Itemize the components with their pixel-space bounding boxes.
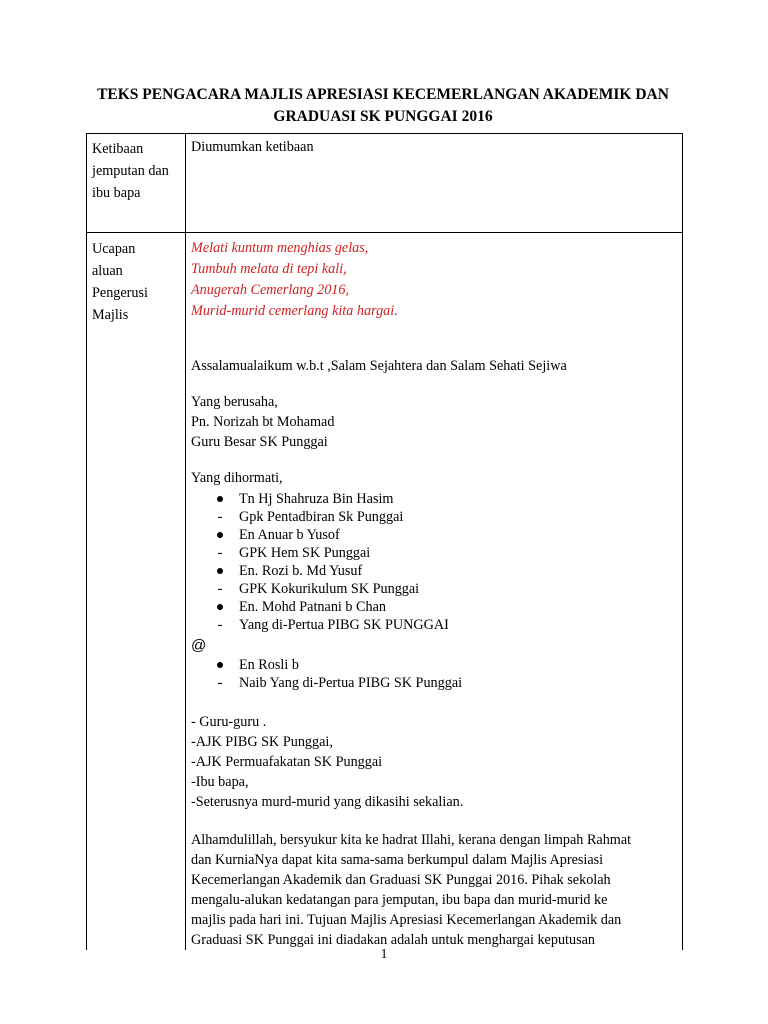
paragraph-line: Alhamdulillah, bersyukur kita ke hadrat Illahi, kerana dengan limpah Rahmat — [191, 832, 632, 848]
dash-marker: - — [217, 545, 223, 561]
program-table — [86, 133, 683, 950]
row-label-line: Ucapan — [92, 241, 136, 257]
bullet-icon — [217, 496, 223, 502]
dash-marker: - — [217, 617, 223, 633]
document-title — [80, 84, 686, 128]
others-line: -AJK PIBG SK Punggai, — [191, 734, 333, 750]
list-item: En. Mohd Patnani b Chan — [212, 598, 677, 616]
list-item: - Naib Yang di-Pertua PIBG SK Punggai — [212, 674, 677, 692]
guest-list — [191, 490, 677, 634]
paragraph-line: Kecemerlangan Akademik dan Graduasi SK Punggai 2016. Pihak sekolah — [191, 872, 611, 888]
paragraph-line: majlis pada hari ini. Tujuan Majlis Apresiasi Kecemerlangan Akademik dan — [191, 912, 622, 928]
list-item: - GPK Hem SK Punggai — [212, 544, 677, 562]
verse-line: Anugerah Cemerlang 2016, — [191, 282, 350, 298]
guest-list-2 — [191, 656, 677, 692]
paragraph-line: dan KurniaNya dapat kita sama-sama berkumpul dalam Majlis Apresiasi — [191, 852, 604, 868]
others-line: -Seterusnya murd-murid yang dikasihi sekalian. — [191, 794, 464, 810]
dihormati-label: Yang dihormati, — [191, 470, 283, 486]
verse-line: Melati kuntum menghias gelas, — [191, 240, 369, 256]
table-row — [87, 134, 683, 233]
row-label-line: jemputan dan — [92, 163, 169, 179]
paragraph-line: Graduasi SK Punggai ini diadakan adalah untuk menghargai keputusan — [191, 932, 595, 948]
list-item: Tn Hj Shahruza Bin Hasim — [212, 490, 677, 508]
dash-marker: - — [217, 509, 223, 525]
row-label-line: ibu bapa — [92, 185, 141, 201]
row-label-cell — [87, 134, 186, 233]
list-item: En. Rozi b. Md Yusuf — [212, 562, 677, 580]
list-item: En Rosli b — [212, 656, 677, 674]
title-line-2: GRADUASI SK PUNGGAI 2016 — [273, 108, 493, 125]
paragraph-line: mengalu-alukan kedatangan para jemputan, ibu bapa dan murid-murid ke — [191, 892, 608, 908]
list-item: - Gpk Pentadbiran Sk Punggai — [212, 508, 677, 526]
row-label-line: aluan — [92, 263, 123, 279]
at-symbol: @ — [191, 637, 207, 654]
table-row — [87, 233, 683, 951]
bullet-icon — [217, 662, 223, 668]
organiser-line: Guru Besar SK Punggai — [191, 434, 328, 450]
page-number: 1 — [380, 947, 388, 962]
opening-paragraph — [191, 830, 677, 950]
organiser-block — [191, 392, 677, 452]
verse-line: Tumbuh melata di tepi kali, — [191, 261, 347, 277]
others-line: -Ibu bapa, — [191, 774, 249, 790]
greeting-text: Assalamualaikum w.b.t ,Salam Sejahtera dan Salam Sehati Sejiwa — [191, 358, 567, 374]
verse-line: Murid-murid cemerlang kita hargai. — [191, 303, 398, 319]
title-line-1: TEKS PENGACARA MAJLIS APRESIASI KECEMERLANGAN AKADEMIK DAN — [97, 86, 669, 103]
row-label-line: Majlis — [92, 307, 129, 323]
row-content-cell — [186, 134, 683, 233]
organiser-line: Yang berusaha, — [191, 394, 278, 410]
dash-marker: - — [217, 675, 223, 691]
list-item: En Anuar b Yusof — [212, 526, 677, 544]
organiser-line: Pn. Norizah bt Mohamad — [191, 414, 335, 430]
pantun-verse — [191, 238, 677, 322]
bullet-icon — [217, 604, 223, 610]
dash-marker: - — [217, 581, 223, 597]
row-label-line: Ketibaan — [92, 141, 144, 157]
list-item: - Yang di-Pertua PIBG SK PUNGGAI — [212, 616, 677, 634]
row-label-line: Pengerusi — [92, 285, 148, 301]
row-content-cell — [186, 233, 683, 951]
bullet-icon — [217, 532, 223, 538]
others-line: -AJK Permuafakatan SK Punggai — [191, 754, 383, 770]
arrival-text: Diumumkan ketibaan — [191, 139, 314, 155]
bullet-icon — [217, 568, 223, 574]
list-item: - GPK Kokurikulum SK Punggai — [212, 580, 677, 598]
others-block — [191, 712, 677, 812]
others-line: - Guru-guru . — [191, 714, 267, 730]
row-label-cell — [87, 233, 186, 951]
